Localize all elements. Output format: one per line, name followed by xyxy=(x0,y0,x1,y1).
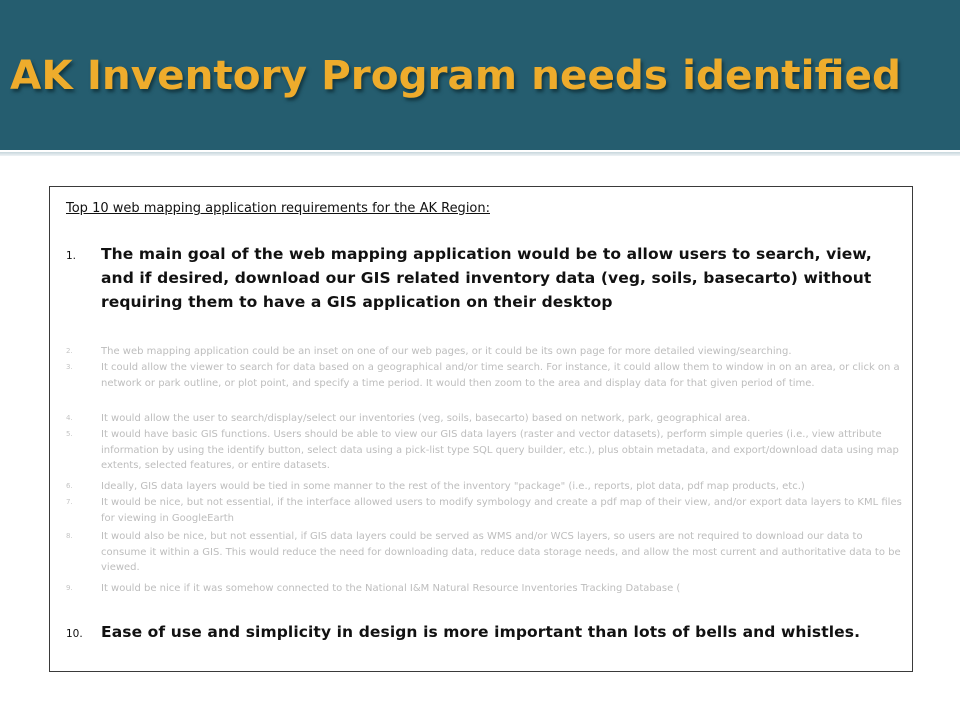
slide-title: AK Inventory Program needs identified xyxy=(10,51,902,99)
item-text: Ideally, GIS data layers would be tied in some manner to the rest of the inventory "package" (i.e., reports, plot data, pdf map products, etc.) xyxy=(101,481,805,492)
item-number: 9. xyxy=(66,584,73,592)
list-item-2 xyxy=(66,344,906,360)
list-item-8 xyxy=(66,529,906,576)
item-text: It would also be nice, but not essential, if GIS data layers could be served as WMS and/or WCS layers, so users are not required to download our data to consume it within a GIS. This would reduce the need for downloading data, reduce data storage needs, and allow the most current and authoritative data to be viewed. xyxy=(101,531,901,573)
list-item-10 xyxy=(66,620,906,644)
item-text: The main goal of the web mapping application would be to allow users to search, view, and if desired, download our GIS related inventory data (veg, soils, basecarto) without requiring them to have a GIS application on their desktop xyxy=(101,245,872,311)
list-item-4 xyxy=(66,411,906,427)
item-text: Ease of use and simplicity in design is more important than lots of bells and whistles. xyxy=(101,623,861,641)
item-number: 6. xyxy=(66,482,73,490)
item-text: It would have basic GIS functions. Users should be able to view our GIS data layers (raster and vector datasets), perform simple queries (i.e., view attribute information by using the identify button, select data using a pick-list type SQL query builder, etc.), plus obtain metadata, and export/download data using map extents, selected features, or entire datasets. xyxy=(101,429,899,471)
item-text: The web mapping application could be an inset on one of our web pages, or it could be its own page for more detailed viewing/searching. xyxy=(101,346,792,357)
list-item-6 xyxy=(66,479,906,495)
item-number: 10. xyxy=(66,628,83,640)
item-number: 4. xyxy=(66,414,73,422)
title-bar xyxy=(0,0,960,150)
item-number: 3. xyxy=(66,363,73,371)
list-item-7 xyxy=(66,495,906,526)
item-text: It would be nice, but not essential, if the interface allowed users to modify symbology and create a pdf map of their view, and/or export data layers to KML files for viewing in GoogleEarth xyxy=(101,497,902,524)
list-item-1 xyxy=(66,242,906,314)
item-text: It could allow the viewer to search for data based on a geographical and/or time search. For instance, it could allow them to window in on an area, or click on a network or park outline, or plot point, and specify a time period. It would then zoom to the area and display data for that given period of time. xyxy=(101,362,900,389)
intro-heading: Top 10 web mapping application requirements for the AK Region: xyxy=(66,201,490,216)
title-divider xyxy=(0,152,960,156)
list-item-3 xyxy=(66,360,906,391)
item-number: 1. xyxy=(66,250,77,262)
list-item-5 xyxy=(66,427,906,474)
content-box xyxy=(49,186,913,672)
item-text: It would allow the user to search/display/select our inventories (veg, soils, basecarto) based on network, park, geographical area. xyxy=(101,413,751,424)
list-item-9 xyxy=(66,581,906,597)
item-text: It would be nice if it was somehow connected to the National I&M Natural Resource Inventories Tracking Database ( xyxy=(101,583,681,594)
item-number: 7. xyxy=(66,498,73,506)
item-number: 2. xyxy=(66,347,73,355)
item-number: 5. xyxy=(66,430,73,438)
item-number: 8. xyxy=(66,532,73,540)
